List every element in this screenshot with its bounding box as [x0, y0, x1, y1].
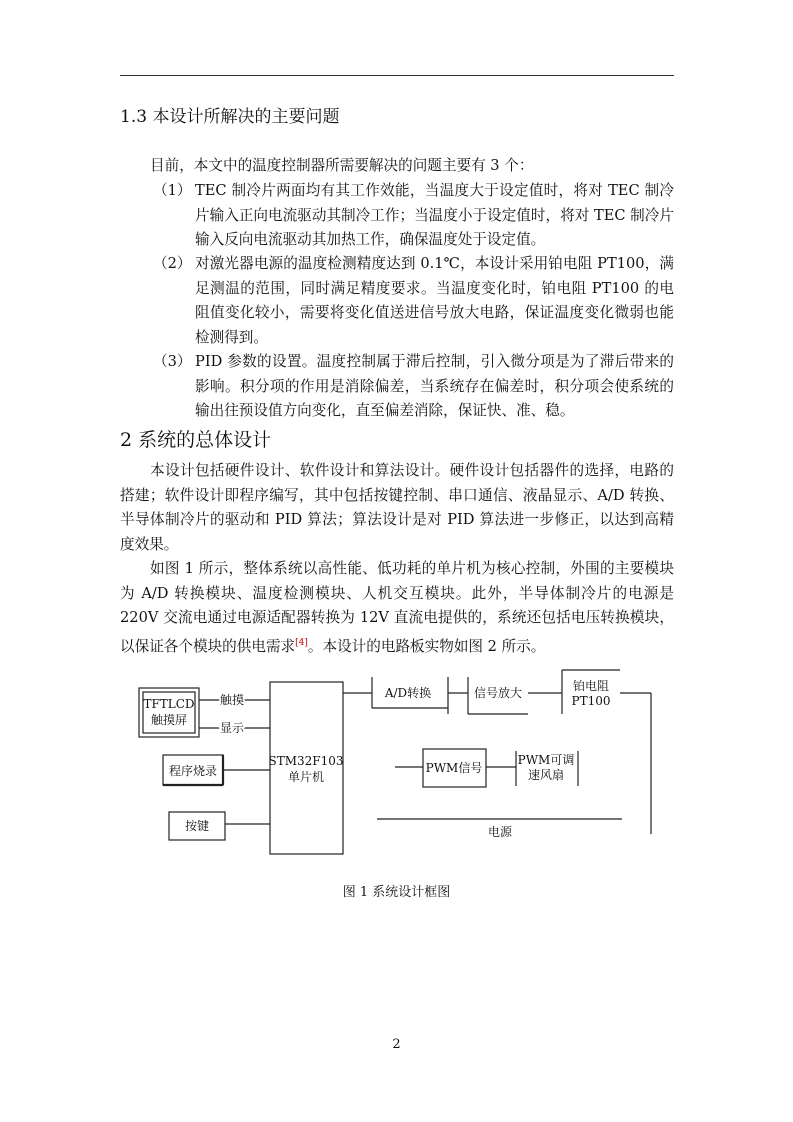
diagram-label-tft: TFTLCD [143, 697, 195, 711]
diagram-label-fan: PWM可调 [517, 753, 575, 767]
diagram-label-keys: 按键 [184, 819, 210, 833]
page-number: 2 [392, 1037, 401, 1052]
diagram-label-display: 显示 [219, 721, 245, 735]
paragraph-text: 如图 1 所示，整体系统以高性能、低功耗的单片机为核心控制，外围的主要模块为 A/D 转换模块、温度检测模块、人机交互模块。此外，半导体制冷片的电源是 220V 交流电通过电源适配器转换为 12V 直流电提供的，系统还包括电压转换模块，以保证各个模块的供电需求 [120, 560, 674, 655]
diagram-label-mcu-name: 单片机 [287, 770, 325, 784]
list-item-text: TEC 制冷片两面均有其工作效能，当温度大于设定值时，将对 TEC 制冷片输入正向电流驱动其制冷工作；当温度小于设定值时，将对 TEC 制冷片输入反向电流驱动其加热工作，确保温度处于设定值。 [195, 182, 674, 248]
diagram-label-pt100: PT100 [571, 694, 611, 708]
paragraph-design-overview: 本设计包括硬件设计、软件设计和算法设计。硬件设计包括器件的选择，电路的搭建；软件设计即程序编写，其中包括按键控制、串口通信、液晶显示、A/D 转换、半导体制冷片的驱动和 PID 算法；算法设计是对 PID 算法进一步修正，以达到高精度效果。 [120, 462, 674, 553]
section-heading-2: 2 系统的总体设计 [120, 429, 272, 451]
diagram-label-adc: A/D转换 [384, 686, 432, 700]
diagram-label-fan-speed: 速风扇 [527, 768, 565, 782]
diagram-label-mcu: STM32F103 [268, 754, 344, 768]
diagram-label-touchscreen: 触摸屏 [150, 713, 188, 727]
diagram-label-amplifier: 信号放大 [473, 686, 523, 700]
diagram-label-pt-resistor: 铂电阻 [572, 679, 610, 693]
diagram-label-power: 电源 [487, 825, 513, 839]
section-heading-1-3: 1.3 本设计所解决的主要问题 [120, 107, 340, 127]
diagram-label-touch: 触摸 [219, 693, 245, 707]
citation-ref: [4] [295, 637, 308, 648]
diagram-label-pwm: PWM信号 [425, 761, 483, 775]
figure-caption: 图 1 系统设计框图 [342, 885, 451, 900]
list-item-number: （2） [153, 255, 192, 272]
intro-paragraph: 目前，本文中的温度控制器所需要解决的问题主要有 3 个： [150, 157, 534, 174]
list-item-number: （3） [153, 353, 192, 370]
list-item-number: （1） [153, 182, 192, 199]
list-item-text: 对激光器电源的温度检测精度达到 0.1℃，本设计采用铂电阻 PT100，满足测温的范围，同时满足精度要求。当温度变化时，铂电阻 PT100 的电阻值变化较小，需要将变化值送进信号放大电路，保证温度变化微弱也能检测得到。 [195, 255, 674, 346]
paragraph-text-end: 。本设计的电路板实物如图 2 所示。 [307, 637, 546, 655]
list-item-text: PID 参数的设置。温度控制属于滞后控制，引入微分项是为了滞后带来的影响。积分项的作用是消除偏差，当系统存在偏差时，积分项会使系统的输出往预设值方向变化，直至偏差消除，保证快、准、稳。 [195, 353, 674, 419]
diagram-label-program: 程序烧录 [168, 764, 218, 778]
